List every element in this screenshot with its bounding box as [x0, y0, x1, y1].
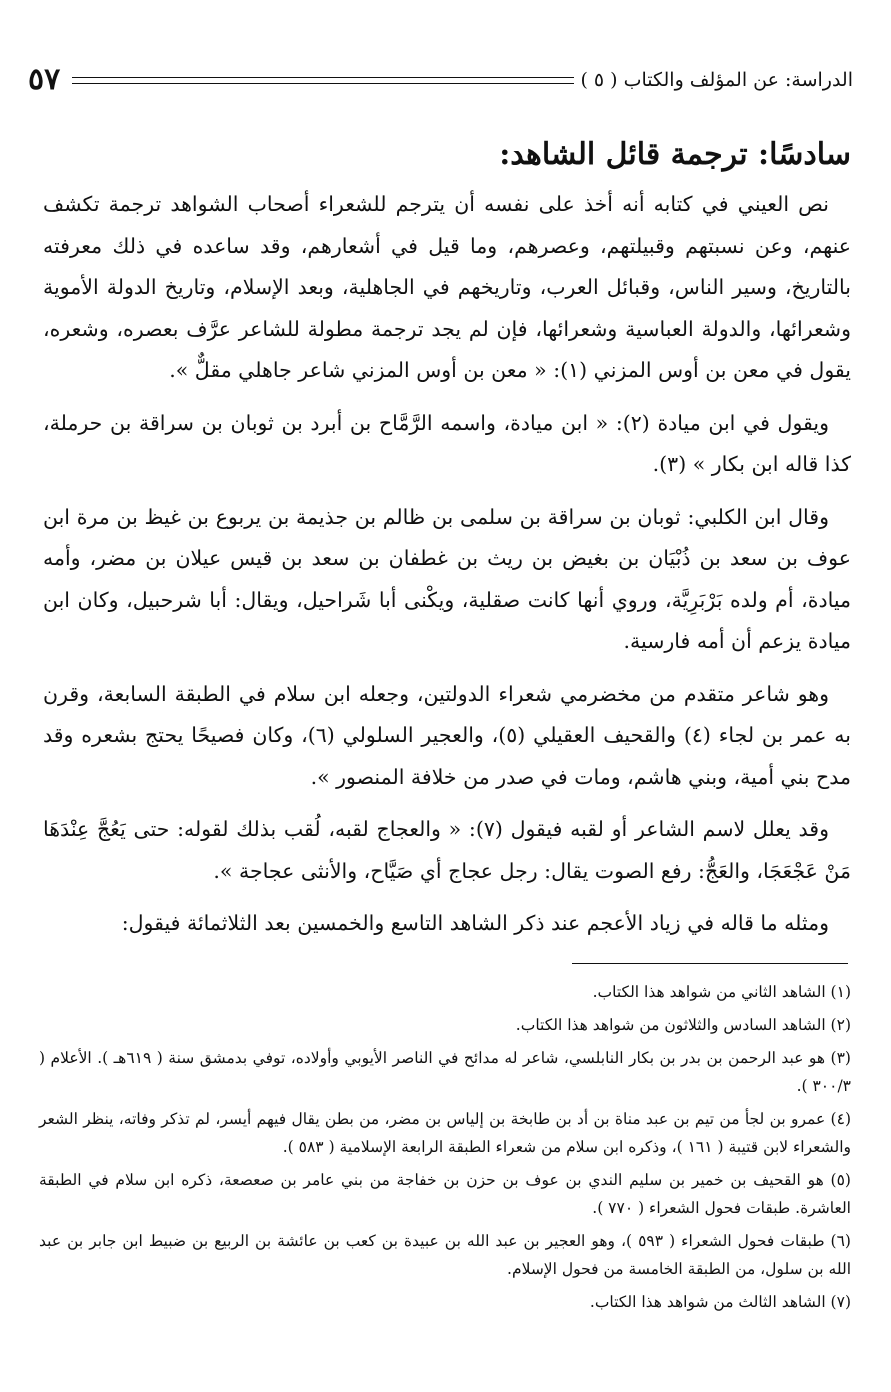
footnote: (٦) طبقات فحول الشعراء ( ٥٩٣ )، وهو العجير بن عبد الله بن عبيدة بن كعب بن عائشة بن الربيع بن ضبيط ابن جابر بن عبد الله بن سلول، من الطبقة الخامسة من فحول الإسلام.: [39, 1232, 851, 1278]
body-paragraph: وقال ابن الكلبي: ثوبان بن سراقة بن سلمى بن ظالم بن جذيمة بن يربوع بن غيظ بن مرة ابن عوف بن سعد بن ذُبْيَان بن بغيض بن ريث بن غطفان بن سعد بن قيس عيلان بن مضر، وأمه ميادة، أم ولده بَرْبَرِيَّة، وروي أنها كانت صقلية، ويكْنى أبا شَراحيل، ويقال: أبا شرحبيل، وكان ابن ميادة يزعم أن أمه فارسية.: [43, 504, 851, 653]
running-header: [28, 60, 853, 100]
body-paragraph: نص العيني في كتابه أنه أخذ على نفسه أن يترجم للشعراء أصحاب الشواهد ترجمة تكشف عنهم، وعن نسبتهم وقبيلتهم، وعصرهم، وما قيل في أشعارهم، وقد ساعده في ذلك معرفته بالتاريخ، وسير الناس، وقبائل العرب، وتاريخهم في الجاهلية، وبعد الإسلام، وتاريخ الدولة الأموية وشعرائها، والدولة العباسية وشعرائها، فإن لم يجد ترجمة مطولة للشاعر عرَّف بعصره، وشعره، يقول في معن بن أوس المزني (١): « معن بن أوس المزني شاعر جاهلي مقلٌّ ».: [43, 192, 851, 382]
footnote: (٤) عمرو بن لجأ من تيم بن عبد مناة بن أد بن طابخة بن إلياس بن مضر، من بطن يقال فيهم أيسر، لم تذكر وفاته، ينظر الشعر والشعراء لابن قتيبة ( ١٦١ )، وذكره ابن سلام من شعراء الطبقة الرابعة الإسلامية ( ٥٨٣ ).: [39, 1110, 851, 1156]
header-rule: [72, 77, 574, 84]
body-paragraph: وهو شاعر متقدم من مخضرمي شعراء الدولتين، وجعله ابن سلام في الطبقة السابعة، وقرن به عمر بن لجاء (٤) والقحيف العقيلي (٥)، والعجير السلولي (٦)، وكان فصيحًا يحتج بشعره وقد مدح بني أمية، وبني هاشم، ومات في صدر من خلافة المنصور ».: [43, 681, 851, 789]
body-paragraph: وقد يعلل لاسم الشاعر أو لقبه فيقول (٧): « والعجاج لقبه، لُقب بذلك لقوله: حتى يَعُجَّ عِنْدَهَا مَنْ عَجْعَجَا، والعَجُّ: رفع الصوت يقال: رجل عجاج أي صَيَّاح، والأنثى عجاجة ».: [43, 817, 851, 883]
body-paragraph: ويقول في ابن ميادة (٢): « ابن ميادة، واسمه الرَّمَّاح بن أبرد بن ثوبان بن سراقة بن حرملة، كذا قاله ابن بكار » (٣).: [43, 410, 851, 476]
page-number: ٥٧: [28, 62, 61, 97]
footnote-separator: [572, 963, 848, 964]
footnote: (٢) الشاهد السادس والثلاثون من شواهد هذا الكتاب.: [515, 1016, 851, 1034]
footnote: (٧) الشاهد الثالث من شواهد هذا الكتاب.: [589, 1293, 851, 1311]
footnote: (١) الشاهد الثاني من شواهد هذا الكتاب.: [592, 983, 851, 1001]
running-title: الدراسة: عن المؤلف والكتاب ( ٥ ): [580, 69, 853, 91]
body-paragraph: ومثله ما قاله في زياد الأعجم عند ذكر الشاهد التاسع والخمسين بعد الثلاثمائة فيقول:: [121, 911, 829, 935]
footnote: (٣) هو عبد الرحمن بن بدر بن بكار النابلسي، شاعر له مدائح في الناصر الأيوبي وأولاده، توفي بدمشق سنة ( ٦١٩هـ ). الأعلام ( ٣٠٠/٣ ).: [39, 1049, 851, 1095]
body-text: [43, 184, 851, 956]
footnotes: [39, 978, 851, 1321]
footnote: (٥) هو القحيف بن خمير بن سليم الندي بن عوف بن حزن بن خفاجة من بني عامر بن صعصعة، ذكره ابن سلام في الطبقة العاشرة. طبقات فحول الشعراء ( ٧٧٠ ).: [39, 1171, 851, 1217]
section-heading: سادسًا: ترجمة قائل الشاهد:: [499, 137, 851, 172]
